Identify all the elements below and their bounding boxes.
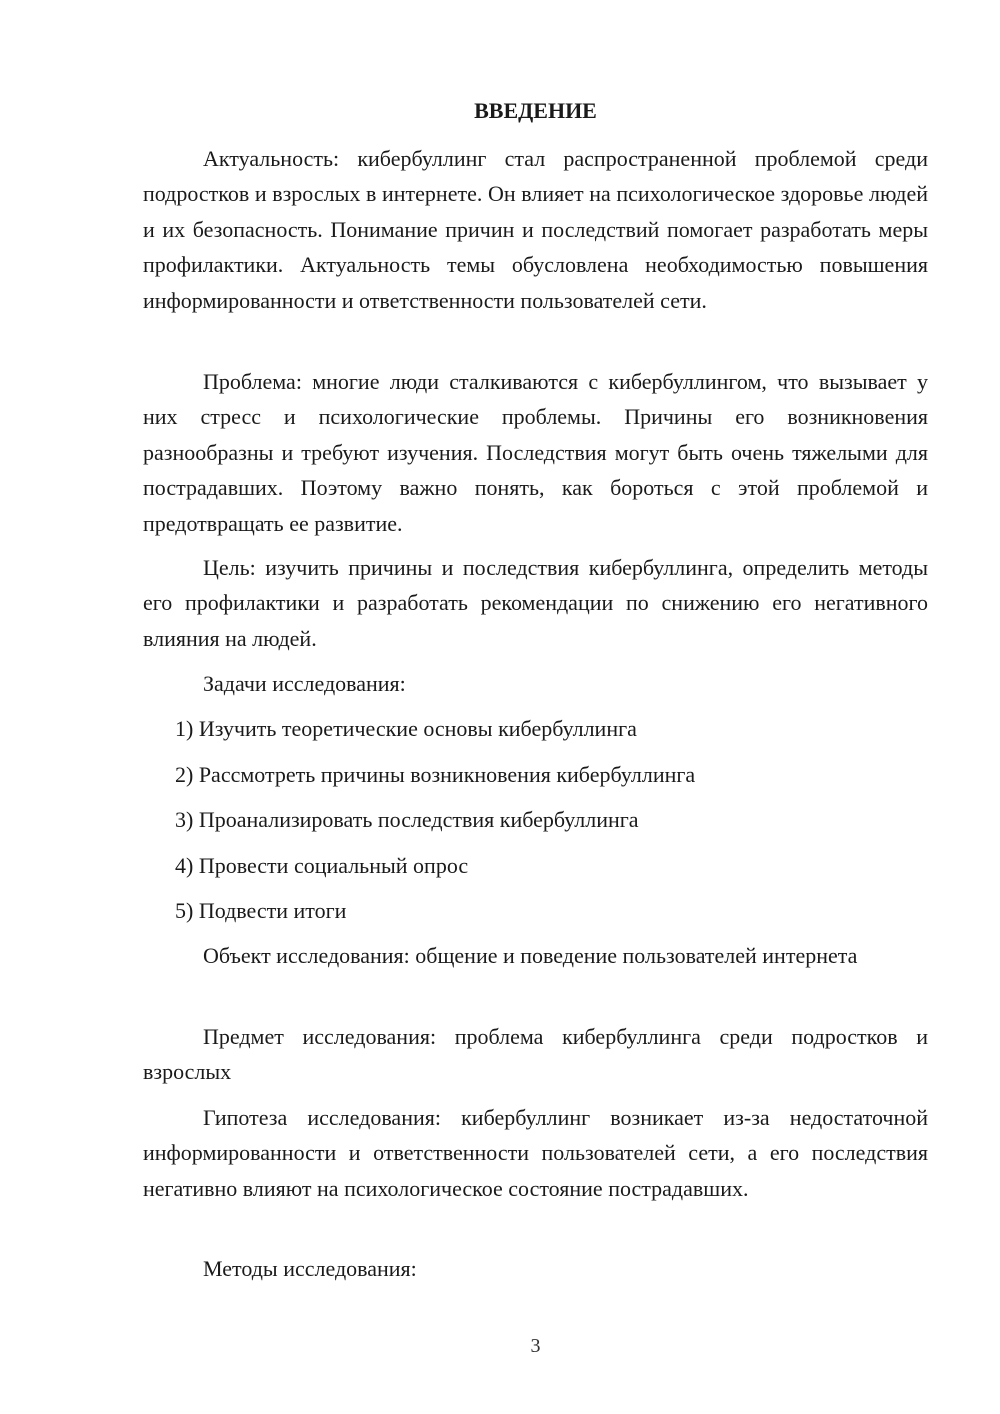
tasks-heading: Задачи исследования:: [203, 671, 406, 696]
document-page: [143, 0, 928, 1414]
task-item-1: 1) Изучить теоретические основы кибербуллинга: [175, 716, 637, 741]
problem-paragraph: Проблема: многие люди сталкиваются с кибербуллингом, что вызывает у них стресс и психологические проблемы. Причины его возникновения разнообразны и требуют изучения. Последствия могут быть очень тяжелыми для пострадавших. Поэтому важно понять, как бороться с этой проблемой и предотвращать ее развитие.: [143, 369, 928, 536]
task-item-5: 5) Подвести итоги: [175, 898, 347, 923]
task-item-3: 3) Проанализировать последствия кибербуллинга: [175, 807, 639, 832]
goal-paragraph: Цель: изучить причины и последствия кибербуллинга, определить методы его профилактики и разработать рекомендации по снижению его негативного влияния на людей.: [143, 555, 928, 651]
subject-paragraph: Предмет исследования: проблема кибербуллинга среди подростков и взрослых: [143, 1024, 928, 1085]
hypothesis-paragraph: Гипотеза исследования: кибербуллинг возникает из-за недостаточной информированности и ответственности пользователей сети, а его последствия негативно влияют на психологическое состояние пострадавших.: [143, 1105, 928, 1201]
page-number: 3: [530, 1335, 541, 1357]
methods-heading: Методы исследования:: [203, 1256, 417, 1281]
task-item-4: 4) Провести социальный опрос: [175, 853, 469, 878]
object-paragraph: Объект исследования: общение и поведение пользователей интернета: [203, 943, 858, 968]
task-item-2: 2) Рассмотреть причины возникновения кибербуллинга: [175, 762, 696, 787]
relevance-paragraph: Актуальность: кибербуллинг стал распространенной проблемой среди подростков и взрослых в интернете. Он влияет на психологическое здоровье людей и их безопасность. Понимание причин и последствий помогает разработать меры профилактики. Актуальность темы обусловлена необходимостью повышения информированности и ответственности пользователей сети.: [143, 146, 928, 313]
page-title: ВВЕДЕНИЕ: [474, 98, 597, 123]
